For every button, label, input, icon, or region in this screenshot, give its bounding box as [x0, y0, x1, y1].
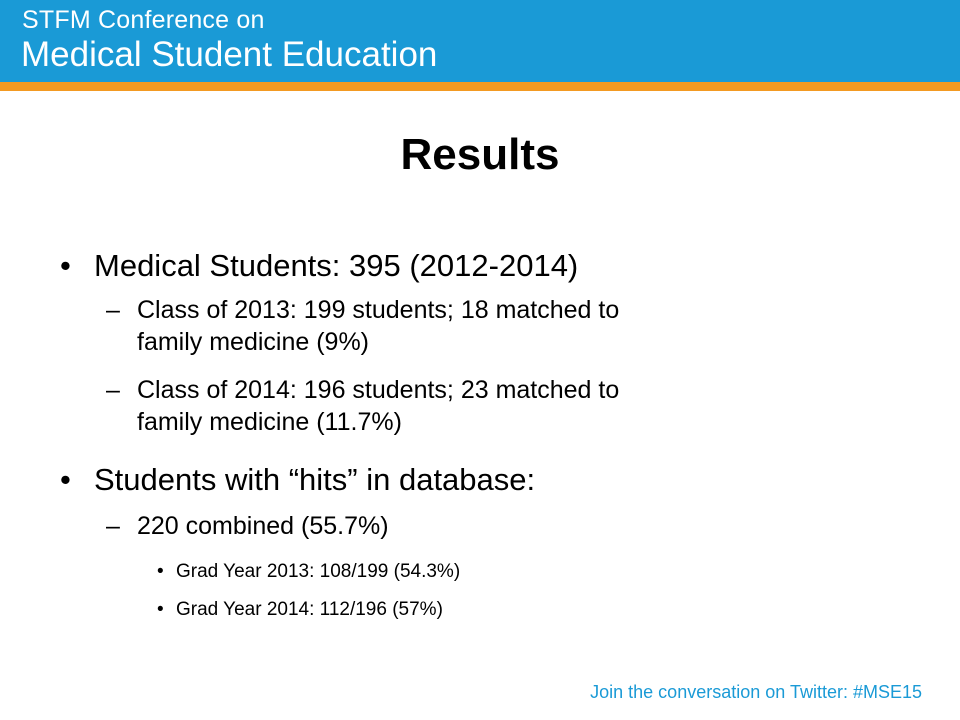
bullet-marker: • — [60, 462, 71, 497]
sub-bullet-line1: Class of 2013: 199 students; 18 matched to — [137, 296, 620, 324]
conference-name-line1: STFM Conference on — [22, 6, 265, 34]
dash-marker: – — [106, 296, 120, 324]
sub-sub-bullet-text: Grad Year 2013: 108/199 (54.3%) — [176, 561, 461, 582]
sub-sub-bullet-text: Grad Year 2014: 112/196 (57%) — [176, 599, 443, 620]
dash-marker: – — [106, 512, 120, 540]
dash-marker: – — [106, 376, 120, 404]
bullet-text: Students with “hits” in database: — [94, 462, 536, 497]
sub-bullet-line2: family medicine (9%) — [137, 328, 370, 356]
twitter-footer: Join the conversation on Twitter: #MSE15 — [590, 682, 922, 702]
bullet-text: Medical Students: 395 (2012-2014) — [94, 248, 579, 283]
slide-title: Results — [400, 130, 560, 179]
sub-bullet-line1: Class of 2014: 196 students; 23 matched to — [137, 376, 620, 404]
bullet-marker: • — [157, 561, 164, 582]
sub-bullet-line1: 220 combined (55.7%) — [137, 512, 389, 540]
bullet-marker: • — [157, 599, 164, 620]
conference-name-line2: Medical Student Education — [21, 35, 438, 74]
bullet-marker: • — [60, 248, 71, 283]
sub-bullet-line2: family medicine (11.7%) — [137, 408, 402, 436]
